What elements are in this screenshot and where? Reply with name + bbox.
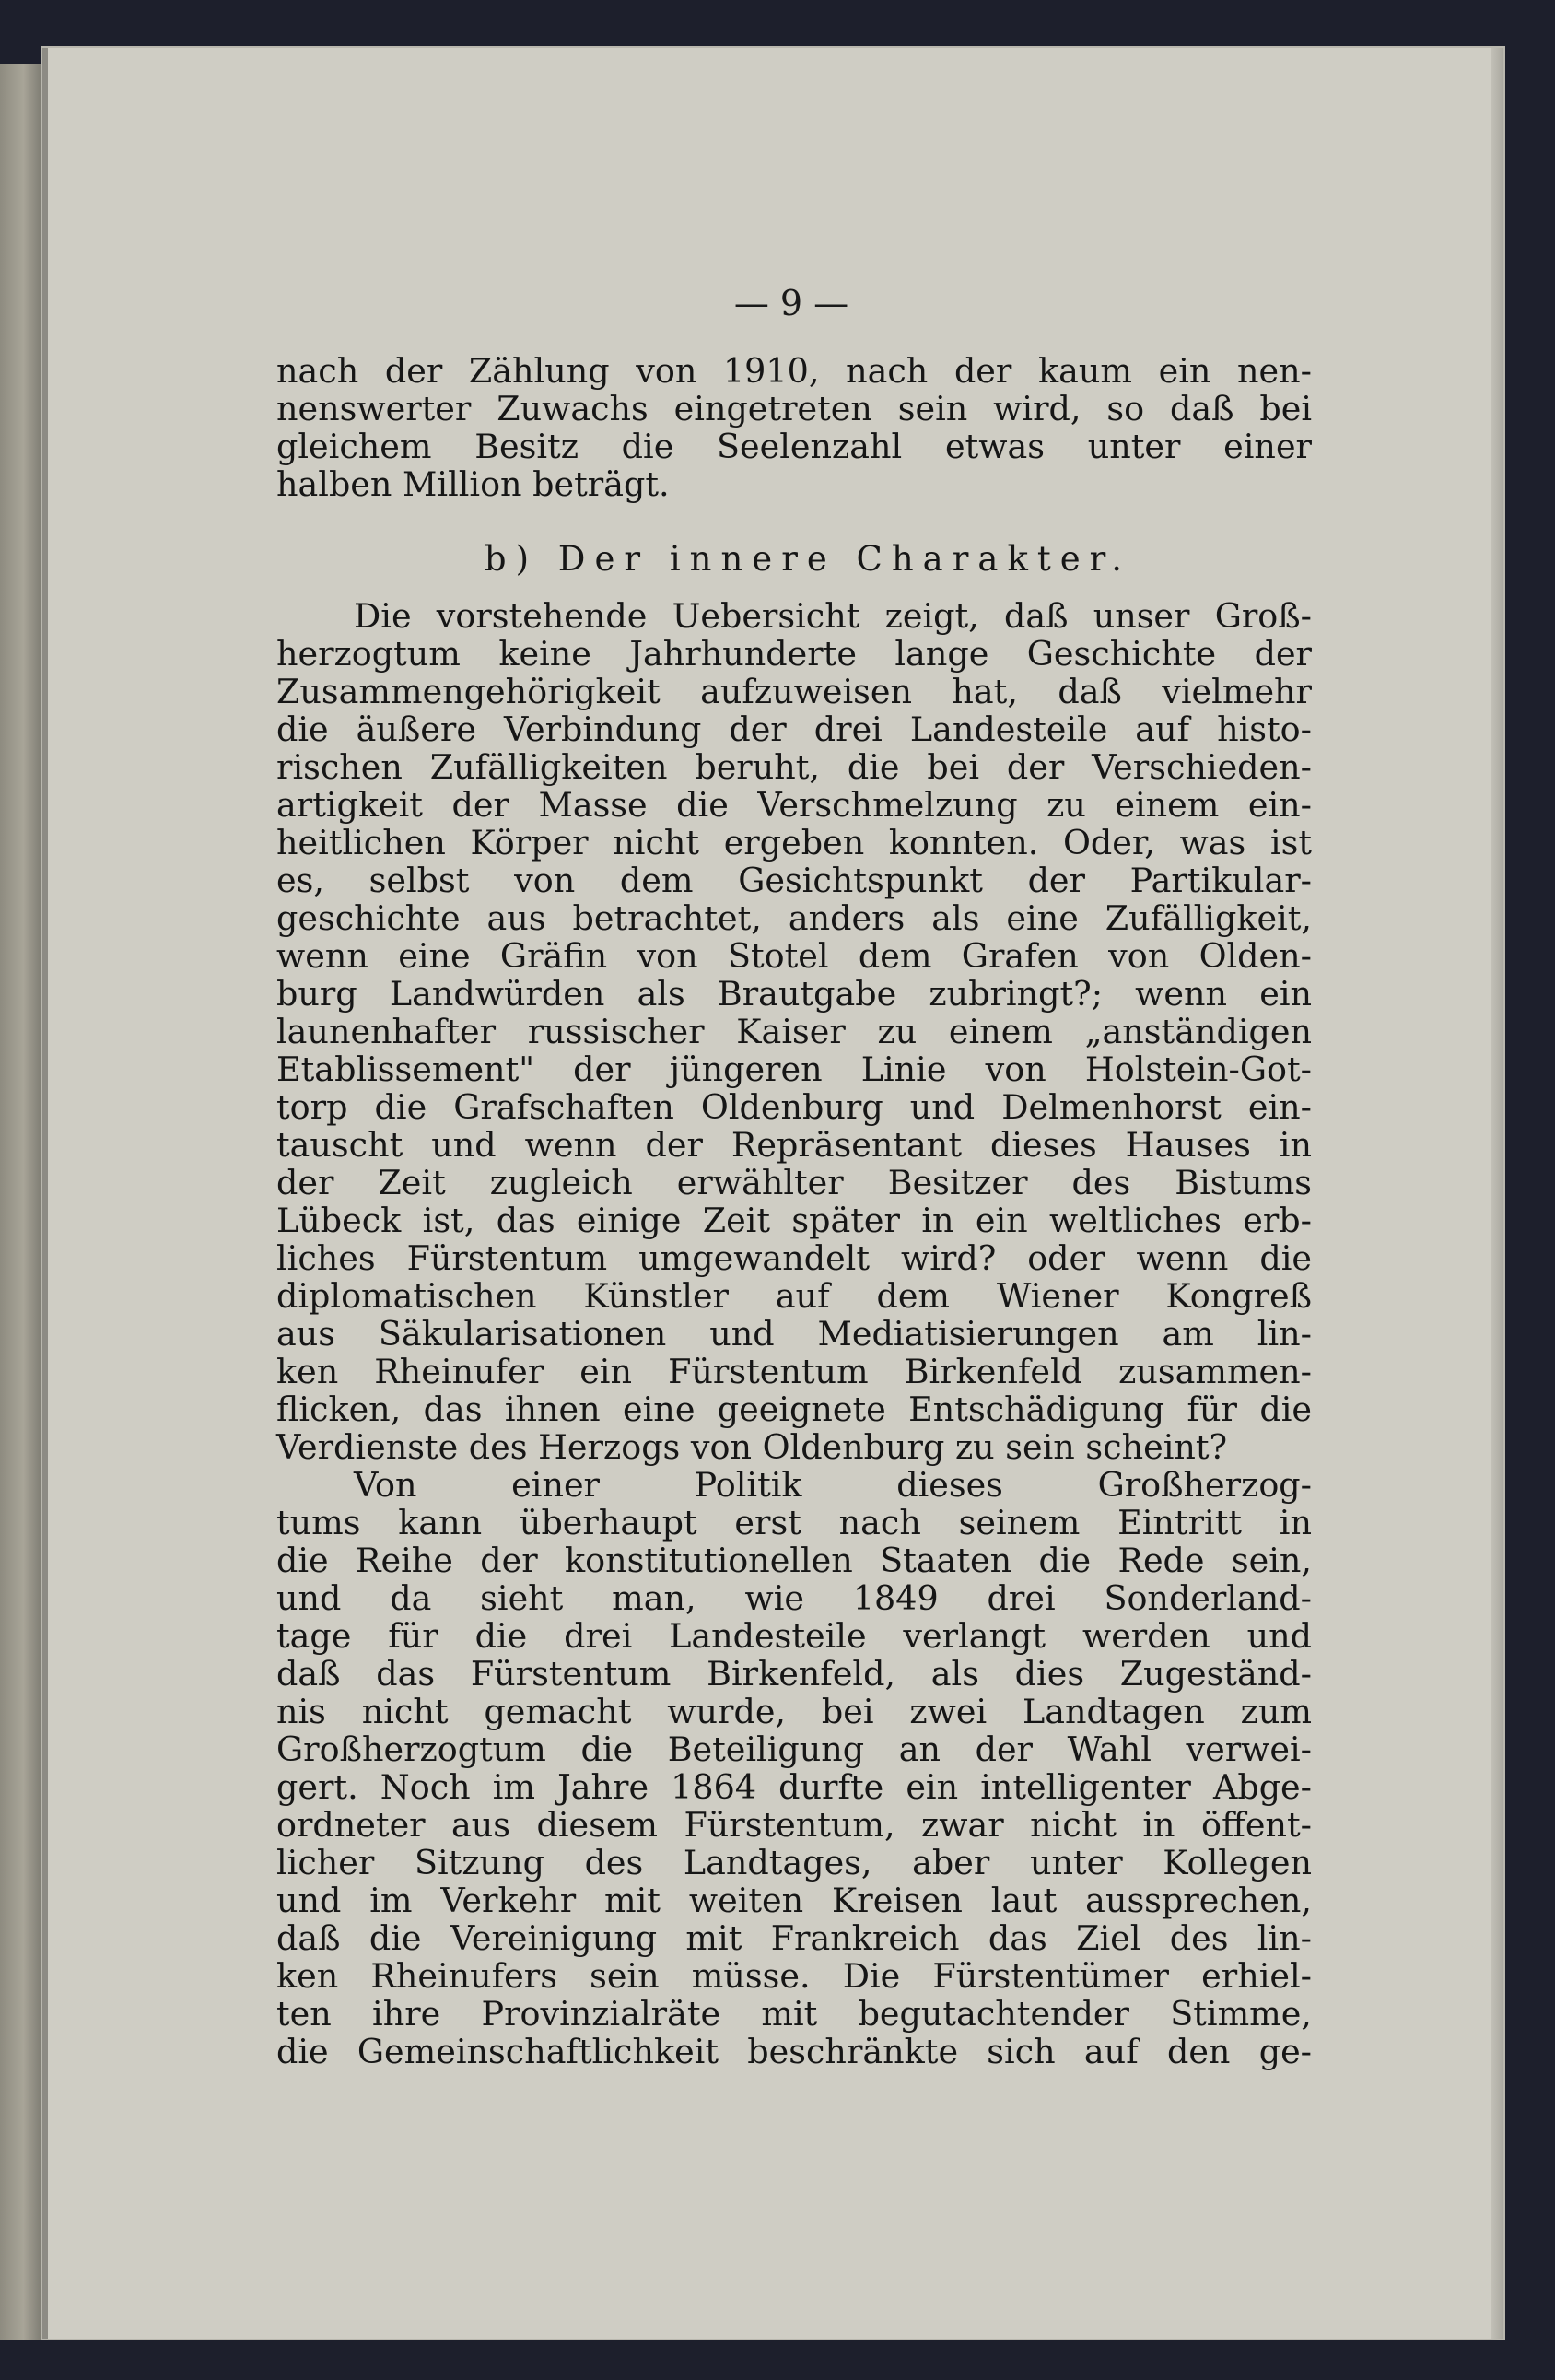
text-line: aus Säkularisationen und Mediatisierungen am lin- — [276, 1314, 1312, 1354]
left-page-edge — [0, 64, 42, 2340]
text-line: die Reihe der konstitutionellen Staaten die Rede sein, — [276, 1541, 1312, 1580]
text-line: liches Fürstentum umgewandelt wird? oder wenn die — [276, 1238, 1312, 1278]
text-line: nach der Zählung von 1910, nach der kaum ein nen- — [276, 351, 1312, 391]
text-line: launenhafter russischer Kaiser zu einem „anständigen — [276, 1012, 1312, 1051]
text-line: flicken, das ihnen eine geeignete Entschädigung für die — [276, 1389, 1312, 1429]
text-line: geschichte aus betrachtet, anders als eine Zufälligkeit, — [276, 898, 1312, 938]
text-line: die Gemeinschaftlichkeit beschränkte sich auf den ge- — [276, 2032, 1312, 2071]
text-line: ken Rheinufer ein Fürstentum Birkenfeld zusammen- — [276, 1352, 1312, 1391]
paragraph-character — [276, 597, 1312, 1466]
text-line: halben Million beträgt. — [276, 464, 670, 504]
text-line: artigkeit der Masse die Verschmelzung zu einem ein- — [276, 785, 1312, 825]
text-line: Großherzogtum die Beteiligung an der Wahl verwei- — [276, 1729, 1312, 1769]
page-text — [276, 352, 1312, 2070]
text-line: Die vorstehende Uebersicht zeigt, daß unser Groß- — [354, 596, 1312, 636]
text-line: und im Verkehr mit weiten Kreisen laut aussprechen, — [276, 1881, 1312, 1920]
text-line: rischen Zufälligkeiten beruht, die bei der Verschieden- — [276, 747, 1312, 787]
paragraph-politics — [276, 1466, 1312, 2070]
text-line: ten ihre Provinzialräte mit begutachtender Stimme, — [276, 1994, 1312, 2034]
text-line: Verdienste des Herzogs von Oldenburg zu sein scheint? — [276, 1427, 1228, 1467]
text-line: burg Landwürden als Brautgabe zubringt?; wenn ein — [276, 974, 1312, 1014]
text-line: herzogtum keine Jahrhunderte lange Geschichte der — [276, 634, 1312, 674]
text-line: heitlichen Körper nicht ergeben konnten. Oder, was ist — [276, 823, 1312, 862]
text-line: Von einer Politik dieses Großherzog- — [354, 1465, 1312, 1505]
page-number: — 9 — — [733, 283, 849, 323]
text-line: nenswerter Zuwachs eingetreten sein wird, so daß bei — [276, 389, 1312, 428]
text-line: gert. Noch im Jahre 1864 durfte ein intelligenter Abge- — [276, 1767, 1312, 1807]
text-line: nis nicht gemacht wurde, bei zwei Landtagen zum — [276, 1692, 1312, 1731]
text-line: ken Rheinufers sein müsse. Die Fürstentümer erhiel- — [276, 1956, 1312, 1996]
text-line: und da sieht man, wie 1849 drei Sonderland- — [276, 1578, 1312, 1618]
section-heading: b) Der innere Charakter. — [484, 539, 1132, 579]
text-line: licher Sitzung des Landtages, aber unter Kollegen — [276, 1843, 1312, 1882]
text-line: der Zeit zugleich erwählter Besitzer des Bistums — [276, 1163, 1312, 1202]
text-line: Lübeck ist, das einige Zeit später in ein weltliches erb- — [276, 1201, 1312, 1240]
text-line: die äußere Verbindung der drei Landesteile auf histo- — [276, 709, 1312, 749]
text-line: wenn eine Gräfin von Stotel dem Grafen von Olden- — [276, 936, 1312, 976]
text-line: es, selbst von dem Gesichtspunkt der Partikular- — [276, 861, 1312, 900]
text-line: tage für die drei Landesteile verlangt werden und — [276, 1616, 1312, 1656]
text-line: daß die Vereinigung mit Frankreich das Ziel des lin- — [276, 1918, 1312, 1958]
text-line: Etablissement" der jüngeren Linie von Holstein-Got- — [276, 1049, 1312, 1089]
text-line: gleichem Besitz die Seelenzahl etwas unter einer — [276, 427, 1312, 466]
text-line: torp die Grafschaften Oldenburg und Delmenhorst ein- — [276, 1087, 1312, 1127]
text-line: Zusammengehörigkeit aufzuweisen hat, daß vielmehr — [276, 672, 1312, 711]
paragraph-intro — [276, 352, 1312, 503]
text-line: ordneter aus diesem Fürstentum, zwar nicht in öffent- — [276, 1805, 1312, 1845]
text-line: diplomatischen Künstler auf dem Wiener Kongreß — [276, 1276, 1312, 1316]
text-line: tums kann überhaupt erst nach seinem Eintritt in — [276, 1503, 1312, 1542]
book-page — [42, 48, 1503, 2339]
text-line: daß das Fürstentum Birkenfeld, als dies Zugeständ- — [276, 1654, 1312, 1694]
text-line: tauscht und wenn der Repräsentant dieses Hauses in — [276, 1125, 1312, 1165]
